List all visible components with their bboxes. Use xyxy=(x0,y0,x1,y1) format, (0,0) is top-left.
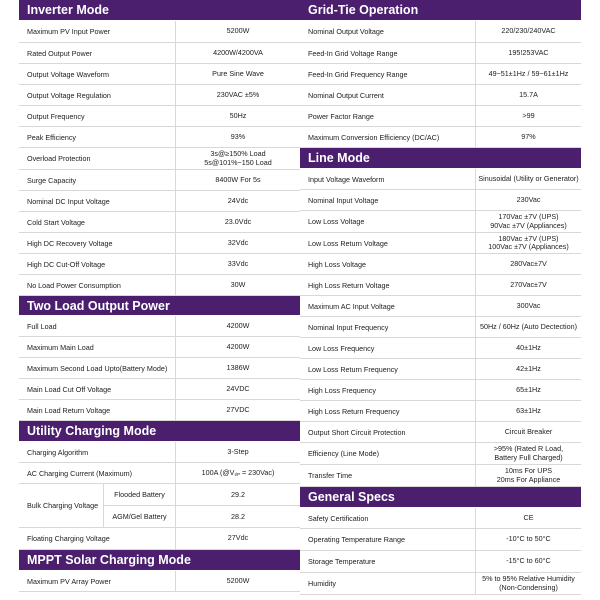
spec-label: Storage Temperature xyxy=(300,551,476,572)
spec-value: 3-Step xyxy=(227,446,249,456)
spec-label: High DC Recovery Voltage xyxy=(19,233,176,253)
section-title: Utility Charging Mode xyxy=(27,424,157,438)
section-title: General Specs xyxy=(308,490,395,504)
spec-value: 10ms For UPS 20ms For Appliance xyxy=(496,466,561,484)
spec-label: AC Charging Current (Maximum) xyxy=(19,463,176,483)
section-title: Grid-Tie Operation xyxy=(308,3,419,17)
spec-value: 4200W/4200VA xyxy=(213,47,263,57)
spec-value: 33Vdc xyxy=(227,258,249,268)
spec-label: Full Load xyxy=(19,316,176,336)
table-row xyxy=(19,233,300,254)
spec-value: 8400W For 5s xyxy=(215,174,261,184)
section-header-two-load xyxy=(19,296,300,316)
table-row xyxy=(19,316,300,337)
spec-value: 63±1Hz xyxy=(516,405,541,415)
spec-label: Maximum PV Array Power xyxy=(19,571,176,591)
table-row xyxy=(300,106,581,127)
table-row xyxy=(300,254,581,275)
bulk-charging-row xyxy=(19,484,300,528)
spec-label: Power Factor Range xyxy=(300,106,476,126)
spec-sublabel: AGM/Gel Battery xyxy=(104,506,176,527)
spec-label: Low Loss Return Voltage xyxy=(300,233,476,253)
table-row xyxy=(19,64,300,85)
spec-label: Nominal Input Frequency xyxy=(300,317,476,337)
table-row xyxy=(19,379,300,400)
spec-label: Output Short Circuit Protection xyxy=(300,422,476,442)
spec-value: 27VDC xyxy=(226,404,250,414)
spec-value: 280Vac±7V xyxy=(510,258,547,268)
table-row xyxy=(300,169,581,190)
spec-label: High Loss Return Voltage xyxy=(300,275,476,295)
table-row xyxy=(300,296,581,317)
spec-value: Sinusoidal (Utility or Generator) xyxy=(478,173,579,183)
table-row xyxy=(19,43,300,64)
table-row xyxy=(300,85,581,106)
spec-value: 170Vac ±7V (UPS) 90Vac ±7V (Appliances) xyxy=(490,212,567,230)
spec-value: >99 xyxy=(522,110,535,120)
section-title: Inverter Mode xyxy=(27,3,109,17)
table-row xyxy=(19,127,300,148)
spec-value: 97% xyxy=(521,131,536,141)
spec-sublabel: Flooded Battery xyxy=(104,484,176,505)
table-row xyxy=(300,422,581,443)
section-header-inverter-mode xyxy=(19,0,300,21)
spec-value: 3s@≥150% Load 5s@101%~150 Load xyxy=(204,149,272,167)
table-row xyxy=(19,571,300,592)
spec-label: Floating Charging Voltage xyxy=(19,528,176,549)
table-row xyxy=(19,170,300,191)
spec-label: Bulk Charging Voltage xyxy=(19,484,104,527)
spec-label: Transfer Time xyxy=(300,465,476,486)
spec-value: 300Vac xyxy=(516,300,541,310)
spec-label: Humidity xyxy=(300,573,476,594)
spec-value: 28.2 xyxy=(231,512,245,521)
table-row xyxy=(19,442,300,463)
spec-value: 93% xyxy=(230,131,246,141)
table-subrow xyxy=(104,505,300,527)
table-row xyxy=(19,148,300,170)
spec-label: Main Load Return Voltage xyxy=(19,400,176,420)
spec-label: Charging Algorithm xyxy=(19,442,176,462)
spec-label: High Loss Voltage xyxy=(300,254,476,274)
spec-label: Nominal DC Input Voltage xyxy=(19,191,176,211)
table-row xyxy=(300,359,581,380)
spec-value: 5200W xyxy=(226,575,250,585)
table-row xyxy=(300,443,581,465)
spec-label: Feed-In Grid Frequency Range xyxy=(300,64,476,84)
spec-label: Overload Protection xyxy=(19,148,176,169)
spec-label: Low Loss Voltage xyxy=(300,211,476,232)
spec-value: 15.7A xyxy=(519,89,538,99)
spec-value: 230VAC ±5% xyxy=(216,89,260,99)
table-row xyxy=(300,21,581,43)
spec-value: 270Vac±7V xyxy=(510,279,547,289)
section-title: MPPT Solar Charging Mode xyxy=(27,553,191,567)
spec-value: 24VDC xyxy=(226,383,250,393)
section-header-mppt xyxy=(19,550,300,571)
spec-value: 180Vac ±7V (UPS) 100Vac ±7V (Appliances) xyxy=(488,233,569,251)
spec-value: 4200W xyxy=(226,320,250,330)
spec-label: High Loss Return Frequency xyxy=(300,401,476,421)
table-subrow xyxy=(104,484,300,505)
spec-label: Low Loss Frequency xyxy=(300,338,476,358)
spec-value: 220/230/240VAC xyxy=(501,26,556,36)
spec-label: Nominal Output Current xyxy=(300,85,476,105)
spec-value: 27Vdc xyxy=(227,533,249,543)
table-row xyxy=(300,465,581,487)
table-row xyxy=(300,529,581,551)
table-row xyxy=(19,191,300,212)
table-row xyxy=(300,551,581,573)
table-row xyxy=(300,401,581,422)
spec-value: 1386W xyxy=(226,362,250,372)
table-row xyxy=(19,463,300,484)
table-row xyxy=(19,275,300,296)
spec-value: 5% to 95% Relative Humidity (Non-Condensing) xyxy=(482,574,575,592)
table-row xyxy=(19,358,300,379)
spec-label: Efficiency (Line Mode) xyxy=(300,443,476,464)
spec-label: Low Loss Return Frequency xyxy=(300,359,476,379)
section-header-general-specs xyxy=(300,487,581,508)
table-row xyxy=(300,508,581,529)
spec-value: 29.2 xyxy=(231,490,245,499)
spec-label: Output Voltage Regulation xyxy=(19,85,176,105)
spec-value: 50Hz / 60Hz (Auto Dectection) xyxy=(479,321,578,331)
section-title: Two Load Output Power xyxy=(27,298,170,313)
table-row xyxy=(19,337,300,358)
section-header-line-mode xyxy=(300,148,581,169)
section-title: Line Mode xyxy=(308,151,370,165)
spec-value: 4200W xyxy=(226,341,250,351)
spec-value: Circuit Breaker xyxy=(504,426,553,436)
spec-label: Operating Temperature Range xyxy=(300,529,476,550)
spec-label: Peak Efficiency xyxy=(19,127,176,147)
spec-label: High Loss Frequency xyxy=(300,380,476,400)
table-row xyxy=(19,400,300,421)
table-row xyxy=(300,211,581,233)
spec-label: Rated Output Power xyxy=(19,43,176,63)
spec-value: 50Hz xyxy=(229,110,247,120)
table-row xyxy=(300,190,581,211)
spec-label: Nominal Output Voltage xyxy=(300,21,476,42)
table-row xyxy=(19,254,300,275)
spec-label: Maximum PV Input Power xyxy=(19,21,176,42)
spec-value: -15°C to 60°C xyxy=(506,556,551,566)
table-row xyxy=(300,64,581,85)
section-header-utility-charging xyxy=(19,421,300,442)
table-row xyxy=(19,212,300,233)
spec-label: Maximum Main Load xyxy=(19,337,176,357)
spec-value: 32Vdc xyxy=(227,237,249,247)
spec-label: Nominal Input Voltage xyxy=(300,190,476,210)
spec-value: CE xyxy=(523,512,534,522)
spec-value: 30W xyxy=(230,279,246,289)
spec-label: Feed-In Grid Voltage Range xyxy=(300,43,476,63)
spec-value: 65±1Hz xyxy=(516,384,541,394)
spec-value: 5200W xyxy=(226,26,250,36)
spec-label: Maximum Conversion Efficiency (DC/AC) xyxy=(300,127,476,147)
table-row xyxy=(300,43,581,64)
spec-value: 230Vac xyxy=(516,194,541,204)
spec-label: Cold Start Voltage xyxy=(19,212,176,232)
table-row xyxy=(19,106,300,127)
spec-label: Maximum Second Load Upto(Battery Mode) xyxy=(19,358,176,378)
spec-value: 100A $(@V_{I/P} = 230Vac)$ xyxy=(201,467,275,477)
section-header-grid-tie xyxy=(300,0,581,21)
spec-value: 24Vdc xyxy=(227,195,249,205)
table-row xyxy=(19,528,300,550)
spec-value: -10°C to 50°C xyxy=(506,534,551,544)
spec-value: Pure Sine Wave xyxy=(212,68,264,78)
spec-label: Surge Capacity xyxy=(19,170,176,190)
spec-label: Main Load Cut Off Voltage xyxy=(19,379,176,399)
right-column xyxy=(300,0,581,595)
spec-label: Output Voltage Waveform xyxy=(19,64,176,84)
spec-value: 42±1Hz xyxy=(516,363,541,373)
table-row xyxy=(300,233,581,254)
table-row xyxy=(300,380,581,401)
table-row xyxy=(19,85,300,106)
spec-label: Output Frequency xyxy=(19,106,176,126)
spec-label: Input Voltage Waveform xyxy=(300,169,476,189)
spec-label: No Load Power Consumption xyxy=(19,275,176,295)
spec-label: Safety Certification xyxy=(300,508,476,528)
table-row xyxy=(300,127,581,148)
left-column xyxy=(19,0,300,592)
spec-value: >95% (Rated R Load, Battery Full Charged) xyxy=(493,444,564,462)
table-row xyxy=(19,21,300,43)
spec-label: High DC Cut-Off Voltage xyxy=(19,254,176,274)
spec-value: 195!253VAC xyxy=(508,47,549,57)
table-row xyxy=(300,338,581,359)
spec-label: Maximum AC Input Voltage xyxy=(300,296,476,316)
spec-value: 49~51±1Hz / 59~61±1Hz xyxy=(488,68,569,78)
spec-value: 40±1Hz xyxy=(516,342,541,352)
table-row xyxy=(300,573,581,595)
table-row xyxy=(300,275,581,296)
table-row xyxy=(300,317,581,338)
spec-value: 23.0Vdc xyxy=(224,216,252,226)
